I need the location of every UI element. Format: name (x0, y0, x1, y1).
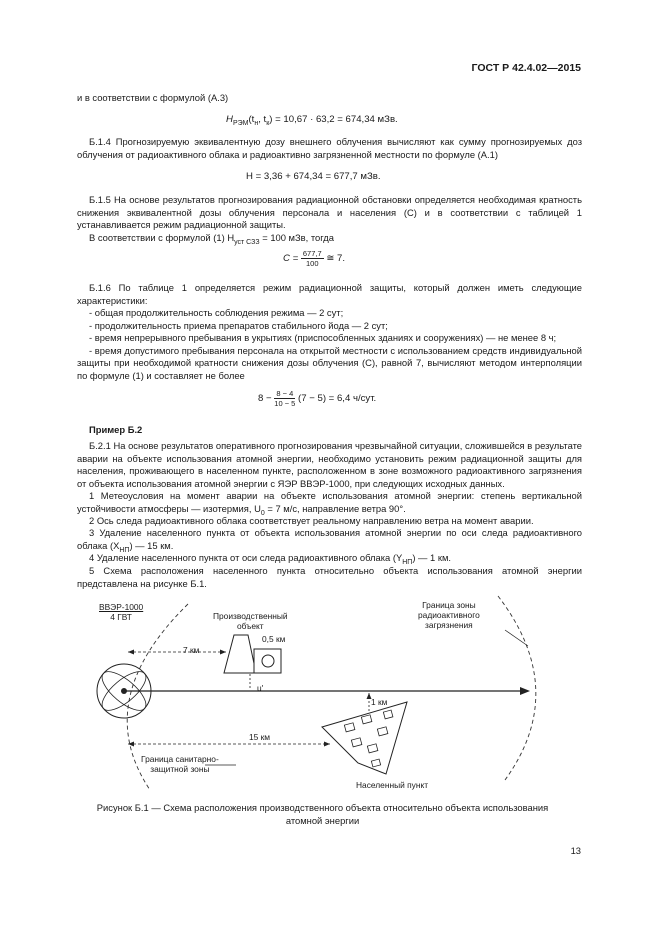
wind-mark: u' (257, 683, 264, 693)
settlement-label: Населенный пункт (356, 780, 429, 790)
list-item: - время допустимого пребывания персонала на открытой местности с использованием средств индивидуальной защиты при необходимой кратности снижения дозы облучения (C), равной 7, вычисляют методом интерполяции по формуле (1) и составляет не более (77, 344, 582, 381)
text-paragraph: В соответствии с формулой (1) $H_{уст СЗЗ} = 100$ мЗв, тогда (89, 232, 334, 246)
reactor-label: ВВЭР-1000 4 ГВТ (99, 602, 144, 622)
formula-ratio-c: C = $\frac{677,7}{100}$ ≅ 7. (283, 249, 346, 268)
distance-15-label: 15 км (249, 732, 271, 742)
figure-caption: Рисунок Б.1 — Схема расположения производственного объекта относительно объекта использования атомной энергии (96, 802, 549, 826)
list-item: - общая продолжительность соблюдения режима — 2 сут; (89, 307, 344, 318)
text-paragraph: 4 Удаление населенного пункта от оси следа радиоактивного облака $(Y_{НП})$ — 1 км. (89, 552, 451, 566)
formula-interpolation: 8 − $\frac{8 - 4}{10 - 5}$ (7 − 5) = 6,4 ч/сут. (258, 389, 377, 408)
sanitary-zone-label: Граница санитарно- защитной зоны (141, 754, 219, 774)
distance-7-label: 7 км (183, 645, 200, 655)
distance-1-label: 1 км (371, 697, 388, 707)
settlement-icon (322, 702, 407, 774)
text-paragraph: Б.1.6 По таблице 1 определяется режим радиационной защиты, который должен иметь следующие характеристики: (77, 282, 582, 306)
text-paragraph: Б.1.5 На основе результатов прогнозирования радиационной обстановки определяется необходимая кратность снижения эквивалентной дозы облучения персонала и населения (C) и в соответствии с таблицей 1 устанавливается режим радиационной защиты. (77, 194, 582, 230)
text-paragraph: 2 Ось следа радиоактивного облака соответствует реальному направлению ветра на момент аварии. (89, 515, 534, 526)
text-paragraph: и в соответствии с формулой (А.3) (77, 92, 229, 103)
page-number: 13 (570, 845, 581, 856)
text-paragraph: Б.2.1 На основе результатов оперативного прогнозирования чрезвычайной ситуации, сложившейся в результате аварии на объекте использования атомной энергии, необходимо установить режим радиационной защиты для населения, проживающего в населенном пункте, расположенном в зоне возможного радиоактивного загрязнения от объекта использования атомной энергии с ЯЭР ВВЭР-1000, при следующих исходных данных. (77, 440, 582, 489)
formula-total-dose: H = 3,36 + 674,34 = 677,7 мЗв. (246, 171, 381, 182)
characteristics-list (77, 307, 582, 382)
text-paragraph: 5 Схема расположения населенного пункта относительно объекта использования атомной энергии представлена на рисунке Б.1. (77, 565, 582, 589)
text-paragraph: Б.1.4 Прогнозируемую эквивалентную дозу внешнего облучения вычисляют как сумму прогнозируемых доз облучения от радиоактивного облака и радиоактивно загрязненной местности по формуле (А.1) (77, 136, 582, 160)
contamination-zone-boundary (498, 596, 536, 780)
contamination-zone-label: Граница зоны радиоактивного загрязнения (418, 600, 480, 630)
text-paragraph: 1 Метеоусловия на момент аварии на объекте использования атомной энергии: степень вертикальной устойчивости атмосферы — изотермия, $U_0 = 7$ м/с, направление ветра 90°. (77, 490, 582, 517)
wind-axis-arrowhead (520, 687, 530, 695)
list-item: - продолжительность приема препаратов стабильного йода — 2 сут; (89, 319, 388, 331)
formula-dose-rem: $H_{РЭМ}(t_н$, $t_к) = 10,67 \cdot 63,2 = 674,34$ мЗв. (226, 114, 398, 127)
distance-05-label: 0,5 км (262, 634, 286, 644)
text-paragraph: 3 Удаление населенного пункта от объекта использования атомной энергии по оси следа радиоактивного облака $(X_{НП})$ — 15 км. (77, 527, 582, 554)
document-code: ГОСТ Р 42.4.02—2015 (471, 62, 581, 74)
industrial-object-label: Производственный объект (213, 611, 288, 631)
list-item: - время непрерывного пребывания в укрытиях (приспособленных зданиях и сооружениях) — не менее 8 ч; (89, 332, 557, 343)
example-title: Пример Б.2 (89, 424, 143, 435)
